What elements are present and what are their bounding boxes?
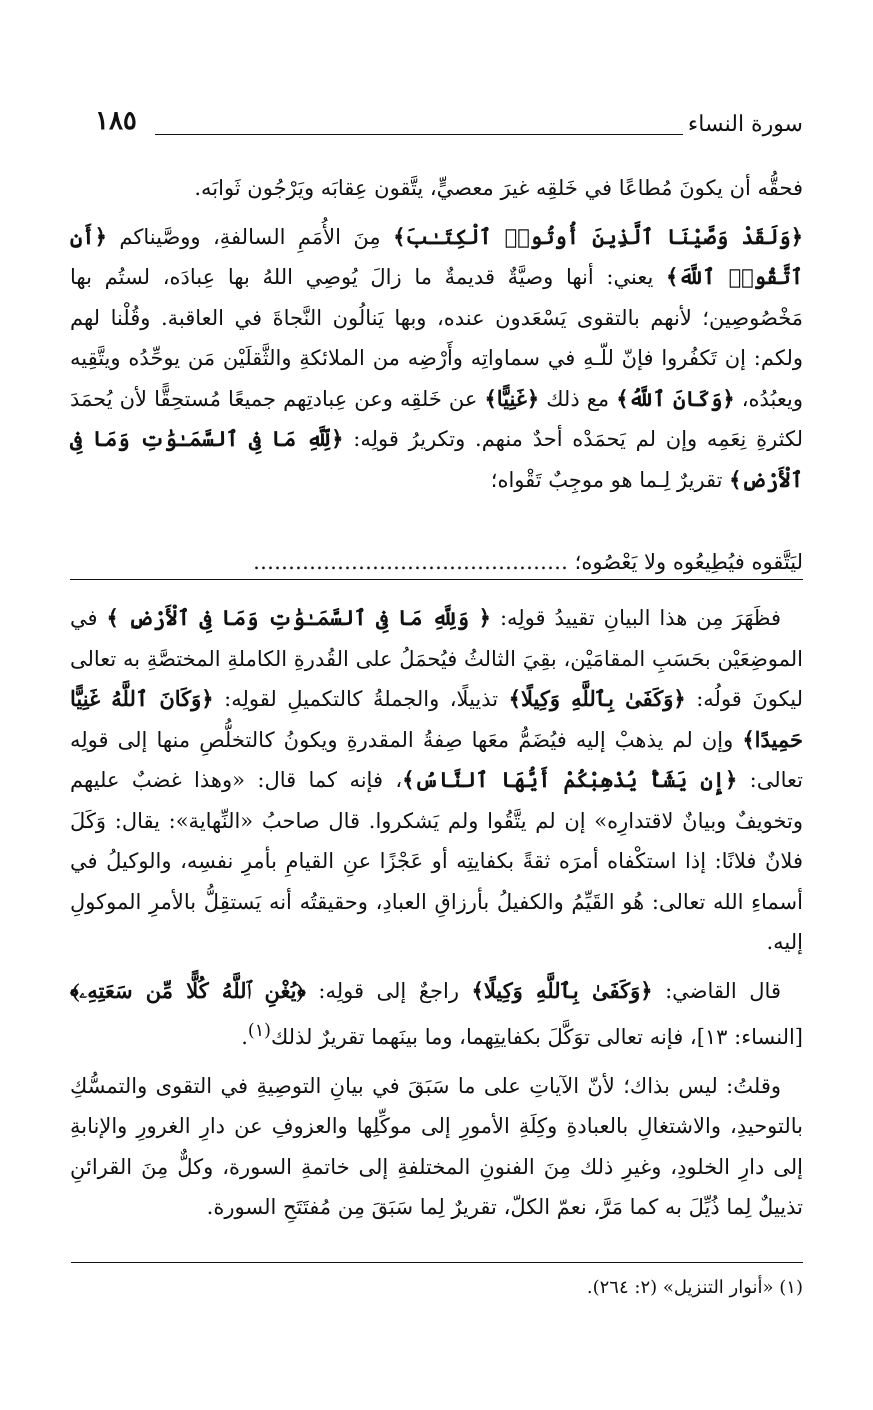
footnote-marker[interactable]: (١) [247,1021,271,1041]
text-run: راجعٌ إلى قولِه: [305,978,472,1003]
quran-verse: ﴿وَكَانَ ٱللَّهُ غَنِيًّا حَمِيدًا﴾ [70,686,803,752]
section-separator [70,579,803,580]
text-run: تقريرٌ لِـما هو موجِبٌ تَقْواه؛ [490,467,730,492]
text-run: تذييلًا، والجملةُ كالتكميلِ لقولِه: [213,687,509,711]
text-run: عن خَلقِه وعن عِبادتِهم جميعًا مُستحِقًّا لأن يُحمَدَ لكثرةِ نِعَمِه وإن لم يَحمَدْه أحدٌ منهم. وتكريرُ قولِه: [70,386,803,451]
continuation-text: ليَتَّقوه فيُطِيعُوه ولا يَعْصُوه؛ [574,550,803,574]
text-run: في الموضِعَيْن بحَسَبِ المقامَيْن، بقِيَ الثالثُ فيُحمَلُ على القُدرةِ الكاملةِ المختصَّةِ به تعالى ليكونَ قولُه: [70,606,803,711]
text-run: [النساء: ١٣]، فإنه تعالى توَكَّلَ بكفايتِهما، وما بينَهما تقريرٌ لذلك [270,1025,803,1049]
lower-text-block [70,598,803,1228]
paragraph-4 [70,971,803,1058]
quran-verse: ﴿يُغْنِ ٱللَّهُ كُلًّا مِّن سَعَتِهِۦ﴾ [70,977,306,1003]
page-number: ١٨٥ [95,106,137,136]
quran-verse: ﴿غَنِيًّا﴾ [484,385,540,411]
quran-verse: ﴿وَكَفَىٰ بِٱللَّهِ وَكِيلًا﴾ [508,686,686,711]
paragraph-3 [70,598,803,963]
text-run: مع ذلك [539,386,617,411]
text-run: ، فإنه كما قال: «وهذا غضبٌ عليهم وتخويفٌ وبيانٌ لاقتدارِه» إن لم يتَّقُوا ولم يَشكروا. قال صاحبُ «النِّهاية»: يقال: وَكَلَ فلانٌ فلانًا: إذا استكْفاه أمرَه ثقةً بكفايتِه أو عَجْزًا عنِ القيامِ بأمرِ نفسِه، والوكيلُ في أسماءِ الله تعالى: هُو القَيِّمُ والكفيلُ بأرزاقِ العبادِ، وحقيقتُه أنه يَستقِلُّ بالأمرِ الموكولِ إليه. [70,768,803,954]
quran-verse: ﴿أَنِ ٱتَّقُوا۟ ٱللَّهَ﴾ [70,223,803,289]
header-rule [155,134,683,135]
text-run: وإن لم يذهبْ إليه فيُضَمُّ معَها صِفةُ المقدرةِ ويكونُ كالتخلُّصِ منها إلى قولِه تعالى: [70,727,803,792]
text-run: فظَهَرَ مِن هذا البيانِ تقييدُ قولِه: [490,606,782,630]
quran-verse: ﴿ وَلِلَّهِ مَا فِى ٱلسَّمَـٰوَٰتِ وَمَا فِى ٱلْأَرْضِ ﴾ [106,605,491,630]
paragraph-5: وقلتُ: ليس بذاك؛ لأنّ الآياتِ على ما سَبَقَ في بيانِ التوصِيةِ في التقوى والتمسُّكِ بالتوحيدِ، والاشتغالِ بالعبادةِ وكِلَةِ الأمورِ إلى موكِّلِها والعزوفِ عن دارِ الغرورِ والإنابةِ إلى دارِ الخلودِ، وغيرِ ذلك مِنَ الفنونِ المختلفةِ إلى خاتمةِ السورة، وكلٌّ مِنَ القرائنِ تذييلٌ لِما ذُيِّلَ به كما مَرَّ، نعمّ الكلّ، تقريرٌ لِما سَبَقَ مِن مُفتَتَحِ السورة. [70,1073,803,1219]
surah-title: سورة النساء [687,112,803,137]
quran-verse: ﴿وَكَانَ ٱللَّهُ﴾ [616,385,735,411]
footnote-rule [71,1262,803,1263]
continuation-line [70,542,803,582]
quran-verse: ﴿وَلَقَدْ وَصَّيْنَا ٱلَّذِينَ أُوتُوا۟ ٱلْكِتَـٰبَ﴾ [393,223,803,249]
quran-verse: ﴿إِن يَشَأْ يُذْهِبْكُمْ أَيُّهَا ٱلنَّاسُ﴾ [402,767,738,792]
text-run: مِنَ الأُمَمِ السالفةِ، ووصَّيناكم [106,224,394,249]
ellipsis-dots: ……………………………………… [252,550,568,574]
upper-text-block [70,168,803,500]
page-header [95,106,803,148]
paragraph-2 [70,217,803,501]
text-run: . [241,1025,248,1049]
footnote: (١) «أنوار التنزيل» (٢: ٢٦٤). [586,1277,803,1298]
paragraph-1: فحقُّه أن يكونَ مُطاعًا في خَلقِه غيرَ معصيٍّ، يتَّقون عِقابَه ويَرْجُون ثَوابَه. [194,176,803,200]
quran-verse: ﴿وَكَفَىٰ بِٱللَّهِ وَكِيلًا﴾ [471,977,653,1003]
text-run: قال القاضي: [652,978,781,1003]
text-run: يعني: أنها وصيَّةٌ قديمةٌ ما زالَ يُوصِي اللهُ بها عِبادَه، لستُم بها مَخْصُوصِين؛ لأنهم بالتقوى يَسْعَدون عنده، وبها يَنالُون النَّجاةَ في العاقبة. وقُلْنا لهم ولكم: إن تَكفُروا فإنّ للّـهِ في سماواتِه وأَرْضِه من الملائكةِ والثَّقلَيْن مَن يوحِّدُه ويتَّقِيه ويعبُدُه، [70,265,804,411]
quran-verse: ﴿لِّلَّهِ مَا فِى ٱلسَّمَـٰوَٰتِ وَمَا فِى ٱلْأَرْضِ﴾ [70,426,803,492]
